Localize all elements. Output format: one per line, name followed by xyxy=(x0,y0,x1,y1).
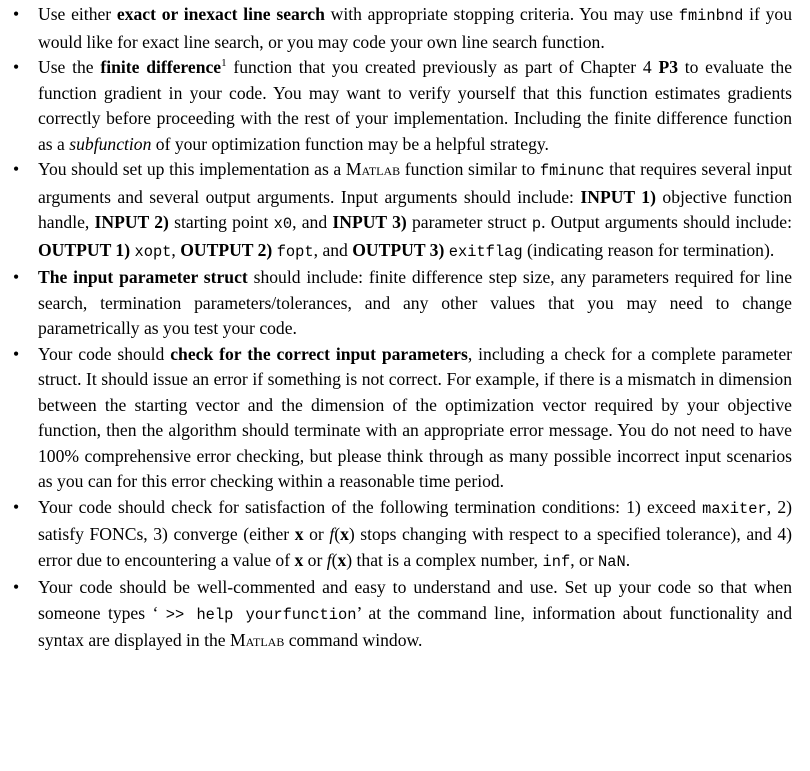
bold-text: OUTPUT 1) xyxy=(38,239,131,260)
code-text: x0 xyxy=(273,215,293,233)
text-run: that requires several input arguments and several output arguments. Input arguments should include: xyxy=(38,159,792,207)
code-text: fopt xyxy=(276,242,314,261)
italic-text: f xyxy=(329,524,335,544)
text-run: ) stops changing with respect to a specified tolerance), and 4) error due to encountering a value of xyxy=(38,524,792,570)
text-run: . Output arguments should include: xyxy=(541,212,792,232)
smallcaps-text: Matlab xyxy=(230,630,285,650)
text-run: ( xyxy=(331,549,338,570)
list-item xyxy=(0,495,810,576)
text-run: ’ at the command line, information about functionality and syntax are displayed in the xyxy=(38,602,792,650)
italic-text: subfunction xyxy=(69,133,152,154)
list-item xyxy=(0,2,810,55)
code-text: inf xyxy=(542,552,571,571)
bold-text: P3 xyxy=(658,57,678,77)
bold-text: INPUT 1) xyxy=(580,186,656,207)
text-run: objective function handle, xyxy=(38,186,792,232)
bullet-icon: • xyxy=(13,496,20,517)
text-run: to evaluate the function gradient in your code. You may want to verify yourself that this function estimates gradients correctly before proceeding with the rest of your implementation. Including the finite difference function as a xyxy=(38,57,793,154)
code-text: xopt xyxy=(134,242,172,261)
text-run: or xyxy=(303,549,327,570)
text-run: . xyxy=(625,549,631,570)
code-text: fminbnd xyxy=(678,7,744,25)
list-item xyxy=(0,265,810,342)
code-text: p xyxy=(531,215,542,233)
text-run: Use the xyxy=(38,57,101,77)
text-run: function similar to xyxy=(400,159,540,179)
smallcaps-text: Matlab xyxy=(345,159,401,179)
text-run: , and xyxy=(292,212,333,232)
text-run: starting point xyxy=(168,212,274,232)
text-run: Your code should xyxy=(38,343,171,364)
list-item xyxy=(0,157,810,265)
bullet-icon: • xyxy=(13,4,20,24)
footnote-marker: 1 xyxy=(221,57,227,69)
bold-text: x xyxy=(294,524,304,544)
list-item xyxy=(0,55,810,157)
text-run: You should set up this implementation as a xyxy=(38,159,346,179)
bold-text: x xyxy=(337,549,347,570)
code-text: NaN xyxy=(598,552,626,571)
text-run: parameter struct xyxy=(406,212,532,232)
text-run: (indicating reason for termination). xyxy=(522,239,775,260)
text-run: , or xyxy=(570,549,599,570)
text-run: of your optimization function may be a helpful strategy. xyxy=(151,133,549,154)
text-run: Your code should check for satisfaction of the following termination conditions: 1) exceed xyxy=(38,496,703,517)
bullet-icon: • xyxy=(13,577,20,597)
text-run: with appropriate stopping criteria. You may use xyxy=(324,4,679,24)
requirements-list xyxy=(0,2,810,654)
text-run: Use either xyxy=(38,4,117,24)
text-run: function that you created previously as part of Chapter 4 xyxy=(226,57,659,77)
bullet-icon: • xyxy=(13,159,20,179)
code-text: >> help yourfunction xyxy=(165,605,357,624)
bold-text: The input parameter struct xyxy=(38,267,248,287)
text-run: if you would like for exact line search, or you may code your own line search function. xyxy=(38,4,792,52)
text-run: ( xyxy=(334,524,341,544)
text-run: command window. xyxy=(284,630,423,650)
bold-text: INPUT 3) xyxy=(332,212,407,232)
bold-text: OUTPUT 3) xyxy=(352,239,445,260)
bullet-icon: • xyxy=(13,267,20,287)
text-run: , xyxy=(171,239,181,260)
text-run: , including a check for a complete parameter struct. It should issue an error if something is not correct. For example, if there is a mismatch in dimension between the starting vector and the dimension of the optimization vector required by your objective function, then the algorithm should terminate with an appropriate error message. You do not need to have 100% comprehensive error checking, but please think through as many possible incorrect input scenarios as you can for this error checking within a reasonable time period. xyxy=(38,343,792,491)
bold-text: check for the correct input parameters xyxy=(170,343,468,364)
text-run: , 2) satisfy FONCs, 3) converge (either xyxy=(38,496,792,544)
text-run: Your code should be well-commented and easy to understand and use. Set up your code so that when someone types ‘ xyxy=(38,577,792,623)
code-text: fminunc xyxy=(539,162,605,180)
text-run: should include: finite difference step size, any parameters required for line search, termination parameters/tolerances, and any other values that you may need to change parametrically as you test your code. xyxy=(38,267,792,338)
bullet-icon: • xyxy=(13,57,20,77)
bold-text: finite difference xyxy=(100,57,222,77)
list-item xyxy=(0,575,810,654)
bold-text: x xyxy=(340,524,349,544)
bullet-icon: • xyxy=(13,343,20,364)
code-text: exitflag xyxy=(448,242,523,261)
bold-text: x xyxy=(294,549,304,570)
bold-text: exact or inexact line search xyxy=(116,4,325,24)
text-run: or xyxy=(303,524,330,544)
list-item xyxy=(0,342,810,495)
bold-text: OUTPUT 2) xyxy=(180,239,273,260)
italic-text: f xyxy=(326,549,332,570)
code-text: maxiter xyxy=(702,499,767,518)
bold-text: INPUT 2) xyxy=(94,212,169,232)
text-run: ) that is a complex number, xyxy=(346,549,543,570)
text-run: , and xyxy=(313,239,353,260)
